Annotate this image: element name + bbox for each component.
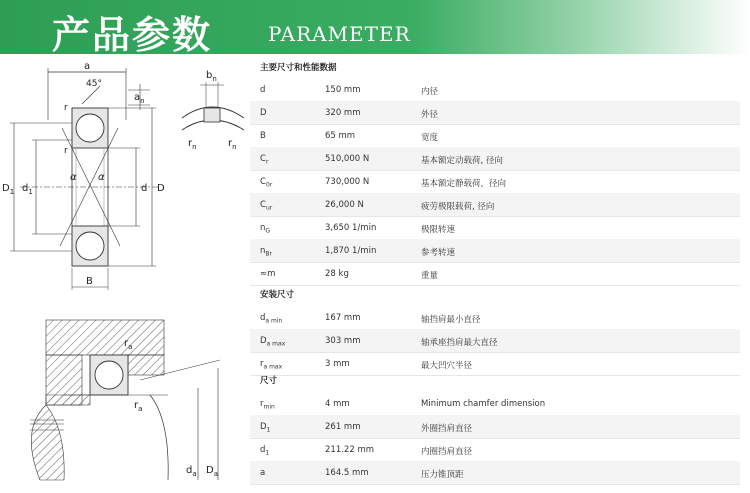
label-alpha-left: α [70, 172, 77, 183]
param-description: 宽度 [421, 133, 439, 143]
label-ra-top: $r_a$ [124, 338, 133, 351]
param-value: 1,870 1/min [325, 246, 377, 256]
param-value: 3,650 1/min [325, 223, 377, 233]
label-rn-right: $r_n$ [228, 138, 237, 151]
param-symbol: $r_{a max}$ [260, 359, 283, 371]
param-symbol: $n_G$ [260, 223, 271, 235]
param-description: 内圈挡肩直径 [421, 447, 473, 457]
label-a: a [84, 61, 91, 72]
detail-bn-drawing [182, 70, 244, 151]
param-symbol: ≈m [260, 269, 276, 279]
param-description: 最大凹穴半径 [421, 361, 473, 371]
table-row [250, 352, 740, 376]
param-value: 65 mm [325, 131, 356, 141]
param-value: 26,000 N [325, 200, 364, 210]
banner-subtitle: PARAMETER [268, 22, 411, 46]
section-title-main: 主要尺寸和性能数据 [260, 63, 337, 73]
param-description: 参考转速 [421, 248, 456, 258]
param-symbol: $d_1$ [260, 445, 270, 457]
label-r-mid: r [64, 146, 68, 156]
param-symbol: $r_{min}$ [260, 399, 275, 411]
table-row [250, 101, 740, 125]
param-value: 167 mm [325, 313, 361, 323]
param-description: 压力锥顶距 [421, 470, 464, 480]
section-title-mount: 安装尺寸 [260, 290, 295, 300]
label-alpha-right: α [98, 172, 105, 183]
param-symbol: $D_1$ [260, 422, 271, 434]
param-symbol: B [260, 131, 266, 141]
param-symbol: D [260, 108, 267, 118]
param-description: 轴承座挡肩最大直径 [421, 338, 498, 348]
label-an: $a_n$ [134, 92, 145, 105]
table-row [250, 124, 740, 148]
label-d: d [141, 183, 148, 194]
banner-title: 产品参数 [52, 13, 213, 57]
table-row [250, 147, 740, 171]
param-symbol: $d_{a min}$ [260, 313, 283, 325]
param-value: 211.22 mm [325, 445, 375, 455]
table-row [250, 438, 740, 462]
param-symbol: $C_r$ [260, 154, 269, 166]
label-bn: $b_n$ [206, 70, 217, 83]
label-Da: $D_a$ [206, 465, 218, 478]
param-value: 150 mm [325, 85, 361, 95]
param-description: 基本额定动载荷, 径向 [421, 156, 503, 166]
label-D1: $D_1$ [2, 183, 15, 196]
param-symbol: $C_{0r}$ [260, 177, 273, 189]
section-title-chamfer: 尺寸 [260, 376, 278, 386]
bearing-drawing-svg [0, 54, 250, 489]
label-rn-left: $r_n$ [188, 138, 197, 151]
param-description: 极限转速 [421, 225, 456, 235]
param-symbol: d [260, 85, 266, 95]
param-description: 疲劳极限载荷, 径向 [421, 202, 495, 212]
cross-section-drawing [2, 61, 165, 290]
param-value: 730,000 N [325, 177, 370, 187]
param-description: 外圈挡肩直径 [421, 424, 473, 434]
param-description: 基本额定静载荷，径向 [421, 179, 507, 189]
label-ra-bottom: $r_a$ [134, 400, 143, 413]
param-value: 510,000 N [325, 154, 370, 164]
label-r-top: r [64, 103, 68, 113]
table-row [250, 329, 740, 353]
table-row [250, 306, 740, 330]
mounting-drawing [30, 320, 220, 480]
table-row [250, 78, 740, 102]
label-B: B [86, 276, 93, 287]
table-row [250, 262, 740, 286]
param-symbol: $n_{Br}$ [260, 246, 272, 258]
header-banner [0, 0, 750, 57]
param-symbol: $D_{a max}$ [260, 336, 286, 348]
param-description: 内径 [421, 87, 439, 97]
label-D: D [157, 183, 165, 194]
table-row [250, 392, 740, 416]
table-row [250, 193, 740, 217]
table-row [250, 239, 740, 263]
param-description: 轴挡肩最小直径 [421, 315, 481, 325]
param-value: 164.5 mm [325, 468, 369, 478]
table-row [250, 415, 740, 439]
param-value: 303 mm [325, 336, 361, 346]
label-da: $d_a$ [186, 465, 197, 478]
param-value: 28 kg [325, 269, 349, 279]
param-value: 4 mm [325, 399, 350, 409]
param-symbol: $C_{ur}$ [260, 200, 273, 212]
param-value: 320 mm [325, 108, 361, 118]
param-description: 外径 [421, 110, 439, 120]
table-row [250, 216, 740, 240]
table-row [250, 170, 740, 194]
param-value: 3 mm [325, 359, 350, 369]
label-d1: $d_1$ [22, 183, 33, 196]
param-symbol: a [260, 468, 266, 478]
param-value: 261 mm [325, 422, 361, 432]
label-45deg: 45° [86, 79, 102, 89]
param-description: 重量 [421, 271, 439, 281]
param-description: Minimum chamfer dimension [421, 399, 546, 409]
bearing-diagrams [0, 54, 250, 489]
table-row [250, 461, 740, 485]
